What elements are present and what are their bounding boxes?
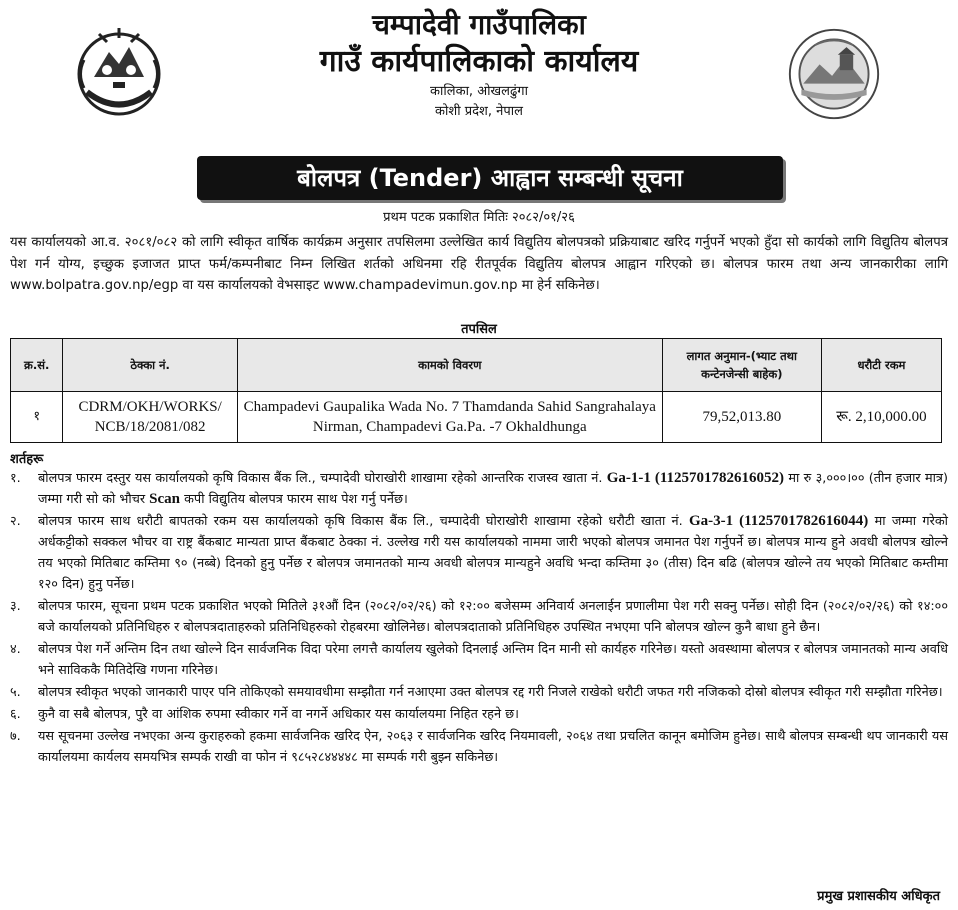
conditions-list — [10, 468, 948, 769]
condition-item — [10, 596, 948, 638]
intro-text-3: मा हेर्न सकिनेछ। — [521, 278, 600, 293]
works-table — [10, 338, 942, 443]
condition-item — [10, 468, 948, 510]
municipality-name: चम्पादेवी गाउँपालिका — [372, 8, 586, 41]
condition-item — [10, 639, 948, 681]
col-header-sn: क्र.सं. — [11, 339, 63, 392]
condition-text-part: बोलपत्र फारम दस्तुर यस कार्यालयको कृषि विकास बैंक लि., चम्पादेवी घोराखोरी शाखामा रहेको आन्तरिक राजस्व खाता नं. — [38, 471, 603, 486]
publish-date: प्रथम पटक प्रकाशित मितिः २०८२/०१/२६ — [383, 210, 575, 225]
address-line-1: कालिका, ओखलढुंगा — [430, 84, 528, 99]
condition-item — [10, 726, 948, 768]
condition-text-part: कपी विद्युतिय बोलपत्र फारम साथ पेश गर्नु पर्नेछ। — [184, 492, 408, 507]
bolpatra-url-link[interactable]: www.bolpatra.gov.np/egp — [10, 278, 179, 293]
condition-item — [10, 682, 948, 703]
cell-contract-no: CDRM/OKH/WORKS/ NCB/18/2081/082 — [63, 392, 237, 443]
conditions-title: शर्तहरू — [10, 452, 44, 467]
col-header-estimate: लागत अनुमान-(भ्याट तथा कन्टेनजेन्सी बाहेक) — [662, 339, 821, 392]
table-header-row — [11, 339, 942, 392]
condition-number: ४. — [10, 642, 21, 657]
condition-text-part: बोलपत्र फारम साथ धरौटी बापतको रकम यस कार्यालयको कृषि विकास बैंक लि., चम्पादेवी घोराखोरी शाखामा रहेको धरौटी खाता नं. — [38, 514, 683, 529]
condition-text: बोलपत्र पेश गर्ने अन्तिम दिन तथा खोल्ने दिन सार्वजनिक विदा परेमा लगत्तै कार्यालय खुलेको दिनलाई अन्तिम दिन मानी सो कार्यहरु गरिनेछ। यस्तो अवस्थामा बोलपत्र र बोलपत्र जमानतको मान्य अवधि भने साविककै मितिदेखि गणना गरिनेछ। — [38, 642, 948, 678]
cell-sn: १ — [11, 392, 63, 443]
cell-description: Champadevi Gaupalika Wada No. 7 Thamdanda Sahid Sangrahalaya Nirman, Champadevi Ga.Pa. -7 Okhaldhunga — [237, 392, 662, 443]
condition-number: ७. — [10, 729, 21, 744]
website-url-link[interactable]: www.champadevimun.gov.np — [323, 278, 518, 293]
condition-text-part: मा जम्मा गरेको अर्धकट्टीको सक्कल भौचर वा राष्ट्र बैंकबाट मान्यता प्राप्त बैंकबाट ठेक्का नं. उल्लेख गरी यस कार्यालयको नाममा जारी भएको बोलपत्र जमानत पेश गर्नुपर्ने छ। बोलपत्र मान्य हुने अवधी बोलपत्र खोल्ने तय भएको मितिबाट कम्तिमा ९० (नब्बे) दिनको हुनु पर्नेछ र बोलपत्र जमानतको मान्य अवधी बोलपत्र मान्यहुने अवधि भन्दा कम्तिमा ३० (तीस) दिन बढि (बोलपत्र खोल्ने तय भएको मितिबाट कम्तीमा १२० दिन) हुनु पर्नेछ। — [38, 514, 948, 592]
intro-text-1: यस कार्यालयको आ.व. २०८१/०८२ को लागि स्वीकृत वार्षिक कार्यक्रम अनुसार तपसिलमा उल्लेखित कार्य विद्युतिय बोलपत्रको प्रक्रियाबाट खरिद गर्नुपर्ने भएको हुँदा सो कार्यको लागि विद्युतिय बोलपत्र पेश गर्न योग्य, इच्छुक इजाजत प्राप्त फर्म/कम्पनीबाट निम्न लिखित शर्तको अधिनमा रहि रीतपूर्वक विद्युतिय बोलपत्र आह्वान गरिएको छ। बोलपत्र फारम तथा अन्य जानकारीका लागि — [10, 235, 948, 272]
condition-number: ५. — [10, 685, 21, 700]
champadevi-municipality-logo-icon — [786, 26, 882, 122]
condition-text — [38, 511, 948, 595]
condition-text-part: मा रु ३,०००।०० (तीन हजार मात्र) जम्मा गरी सो को भौचर — [38, 471, 948, 507]
intro-paragraph — [10, 232, 948, 297]
condition-number: १. — [10, 471, 21, 486]
condition-text — [38, 468, 948, 510]
schedule-title: तपसिल — [461, 322, 497, 337]
condition-item — [10, 511, 948, 595]
deposit-account-number: Ga-3-1 (1125701782616044) — [689, 513, 869, 529]
col-header-contract-no: ठेक्का नं. — [63, 339, 237, 392]
intro-text-2: वा यस कार्यालयको वेभसाइट — [182, 278, 320, 293]
condition-text: कुनै वा सबै बोलपत्र, पुरै वा आंशिक रुपमा स्वीकार गर्ने वा नगर्ने अधिकार यस कार्यालयमा निहित रहने छ। — [38, 707, 519, 722]
condition-text: बोलपत्र स्वीकृत भएको जानकारी पाएर पनि तोकिएको समयावधीमा सम्झौता गर्न नआएमा उक्त बोलपत्र रद्द गरी निजले राखेको धरौटी जफत गरी नजिकको दोस्रो बोलपत्र स्वीकृत गरी सम्झौता गरिनेछ। — [38, 685, 943, 700]
scan-keyword: Scan — [149, 491, 181, 507]
signature-title: प्रमुख प्रशासकीय अधिकृत — [817, 889, 940, 904]
condition-number: ६. — [10, 707, 21, 722]
cell-estimate: 79,52,013.80 — [662, 392, 821, 443]
office-name: गाउँ कार्यपालिकाको कार्यालय — [319, 44, 639, 79]
revenue-account-number: Ga-1-1 (1125701782616052) — [606, 470, 785, 486]
condition-number: २. — [10, 514, 21, 529]
col-header-deposit: धरौटी रकम — [821, 339, 941, 392]
condition-number: ३. — [10, 599, 21, 614]
address-line-2: कोशी प्रदेश, नेपाल — [435, 104, 523, 119]
condition-item — [10, 704, 948, 725]
condition-text: यस सूचनमा उल्लेख नभएका अन्य कुराहरुको हकमा सार्वजनिक खरिद ऐन, २०६३ र सार्वजनिक खरिद नियमावली, २०६४ तथा प्रचलित कानून बमोजिम हुनेछ। साथै बोलपत्र सम्बन्धी थप जानकारी यस कार्यालयमा कार्यलय समयभित्र सम्पर्क राखी वा फोन नं ९८५२८४४४४८ मा सम्पर्क गरी बुझ्न सकिनेछ। — [38, 729, 948, 765]
condition-text: बोलपत्र फारम, सूचना प्रथम पटक प्रकाशित भएको मितिले ३१औं दिन (२०८२/०२/२६) को १२:०० बजेसम्म अनिवार्य अनलाईन प्रणालीमा पेश गरी सक्नु पर्नेछ। सोही दिन (२०८२/०२/२६) को १४:०० बजे कार्यालयको प्रतिनिधिहरु र बोलपत्रदाताहरुको प्रतिनिधिहरुको रोहबरमा खोलिनेछ। बोलपत्रदाताको प्रतिनिधिहरु उपस्थित नभएमा पनि बोलपत्र खोल्न कुनै बाधा हुने छैन। — [38, 599, 948, 635]
table-row — [11, 392, 942, 443]
notice-title-banner: बोलपत्र (Tender) आह्वान सम्बन्धी सूचना — [197, 156, 783, 200]
cell-deposit: रू. 2,10,000.00 — [821, 392, 941, 443]
col-header-description: कामको विवरण — [237, 339, 662, 392]
header — [14, 0, 944, 225]
